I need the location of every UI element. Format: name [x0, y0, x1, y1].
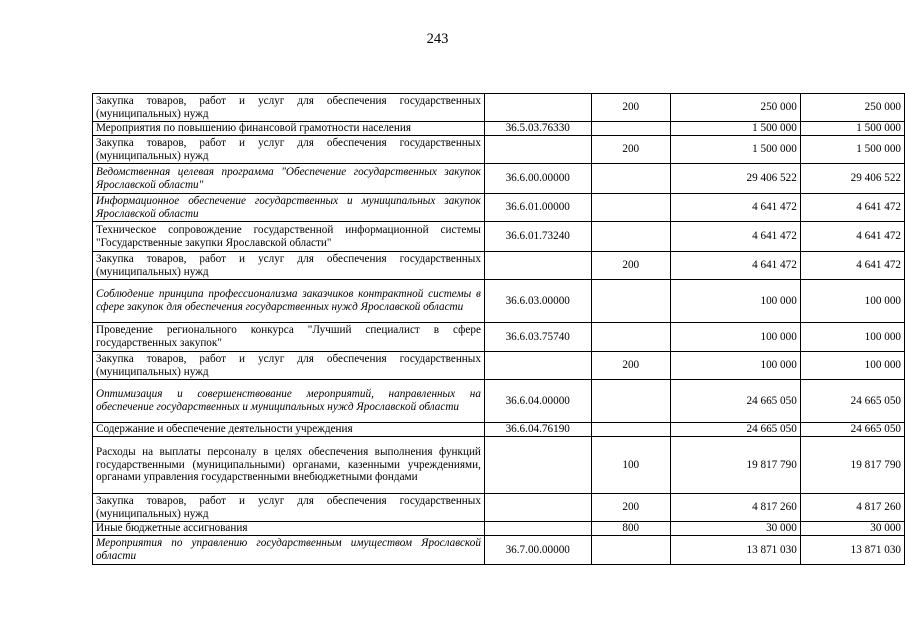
row-name: Техническое сопровождение государственной информационной системы "Государственные закупки Ярославской области" [93, 222, 485, 252]
row-name: Расходы на выплаты персоналу в целях обеспечения выполнения функций государственными (муниципальными) органами, казенными учреждениями, органами управления государственными внебюджетными фондами [93, 437, 485, 494]
row-sum-2: 4 817 260 [800, 494, 904, 522]
row-code: 36.6.03.75740 [484, 323, 591, 352]
row-code: 36.7.00.00000 [484, 536, 591, 565]
row-code [484, 136, 591, 164]
row-name: Соблюдение принципа профессионализма заказчиков контрактной системы в сфере закупок для обеспечения государственных нужд Ярославской области [93, 280, 485, 323]
row-code: 36.6.04.00000 [484, 380, 591, 423]
row-sum-1: 13 871 030 [670, 536, 800, 565]
row-sum-2: 100 000 [800, 352, 904, 380]
row-sum-1: 4 641 472 [670, 252, 800, 280]
row-sum-2: 1 500 000 [800, 136, 904, 164]
row-kind: 100 [591, 437, 670, 494]
row-sum-1: 4 641 472 [670, 194, 800, 222]
row-sum-2: 100 000 [800, 280, 904, 323]
row-name: Мероприятия по повышению финансовой грамотности населения [93, 122, 485, 136]
table-row [93, 164, 905, 194]
row-name: Проведение регионального конкурса "Лучший специалист в сфере государственных закупок" [93, 323, 485, 352]
table-row [93, 136, 905, 164]
row-sum-1: 1 500 000 [670, 136, 800, 164]
table-row [93, 380, 905, 423]
row-name: Закупка товаров, работ и услуг для обеспечения государственных (муниципальных) нужд [93, 252, 485, 280]
row-code [484, 252, 591, 280]
row-sum-2: 24 665 050 [800, 423, 904, 437]
row-code: 36.5.03.76330 [484, 122, 591, 136]
row-code: 36.6.04.76190 [484, 423, 591, 437]
row-sum-1: 24 665 050 [670, 380, 800, 423]
table-row [93, 536, 905, 565]
row-kind [591, 194, 670, 222]
table-row [93, 494, 905, 522]
row-name: Информационное обеспечение государственных и муниципальных закупок Ярославской области [93, 194, 485, 222]
row-sum-1: 4 641 472 [670, 222, 800, 252]
row-name: Оптимизация и совершенствование мероприятий, направленных на обеспечение государственных и муниципальных нужд Ярославской области [93, 380, 485, 423]
table-row [93, 423, 905, 437]
row-sum-1: 19 817 790 [670, 437, 800, 494]
row-code: 36.6.03.00000 [484, 280, 591, 323]
row-sum-2: 30 000 [800, 522, 904, 536]
row-sum-1: 1 500 000 [670, 122, 800, 136]
row-code: 36.6.01.73240 [484, 222, 591, 252]
row-code [484, 522, 591, 536]
row-kind: 800 [591, 522, 670, 536]
row-name: Закупка товаров, работ и услуг для обеспечения государственных (муниципальных) нужд [93, 352, 485, 380]
table-row [93, 437, 905, 494]
row-kind [591, 222, 670, 252]
row-sum-2: 1 500 000 [800, 122, 904, 136]
row-kind [591, 536, 670, 565]
row-kind [591, 323, 670, 352]
row-name: Содержание и обеспечение деятельности учреждения [93, 423, 485, 437]
row-code [484, 494, 591, 522]
budget-table-body [93, 94, 905, 565]
row-code [484, 352, 591, 380]
table-row [93, 194, 905, 222]
row-kind: 200 [591, 352, 670, 380]
row-sum-1: 100 000 [670, 280, 800, 323]
table-row [93, 222, 905, 252]
row-code: 36.6.01.00000 [484, 194, 591, 222]
page-number: 243 [426, 31, 449, 47]
row-sum-1: 4 817 260 [670, 494, 800, 522]
row-sum-1: 29 406 522 [670, 164, 800, 194]
table-row [93, 252, 905, 280]
row-kind [591, 122, 670, 136]
row-code: 36.6.00.00000 [484, 164, 591, 194]
table-row [93, 122, 905, 136]
row-kind [591, 423, 670, 437]
row-sum-1: 100 000 [670, 352, 800, 380]
budget-table [92, 93, 905, 565]
table-row [93, 323, 905, 352]
row-sum-2: 100 000 [800, 323, 904, 352]
row-name: Закупка товаров, работ и услуг для обеспечения государственных (муниципальных) нужд [93, 494, 485, 522]
row-name: Закупка товаров, работ и услуг для обеспечения государственных (муниципальных) нужд [93, 136, 485, 164]
row-name: Мероприятия по управлению государственным имуществом Ярославской области [93, 536, 485, 565]
row-sum-2: 250 000 [800, 94, 904, 122]
row-name: Ведомственная целевая программа "Обеспечение государственных закупок Ярославской области" [93, 164, 485, 194]
row-name: Закупка товаров, работ и услуг для обеспечения государственных (муниципальных) нужд [93, 94, 485, 122]
row-kind [591, 164, 670, 194]
row-kind: 200 [591, 136, 670, 164]
row-sum-1: 24 665 050 [670, 423, 800, 437]
row-sum-2: 4 641 472 [800, 222, 904, 252]
table-row [93, 94, 905, 122]
table-row [93, 352, 905, 380]
row-sum-1: 30 000 [670, 522, 800, 536]
row-sum-2: 4 641 472 [800, 194, 904, 222]
row-sum-2: 4 641 472 [800, 252, 904, 280]
row-sum-1: 250 000 [670, 94, 800, 122]
row-kind [591, 280, 670, 323]
row-code [484, 437, 591, 494]
row-code [484, 94, 591, 122]
row-sum-2: 24 665 050 [800, 380, 904, 423]
row-sum-2: 29 406 522 [800, 164, 904, 194]
table-row [93, 522, 905, 536]
table-row [93, 280, 905, 323]
row-sum-2: 13 871 030 [800, 536, 904, 565]
row-kind [591, 380, 670, 423]
row-sum-2: 19 817 790 [800, 437, 904, 494]
row-name: Иные бюджетные ассигнования [93, 522, 485, 536]
row-kind: 200 [591, 252, 670, 280]
row-kind: 200 [591, 94, 670, 122]
row-kind: 200 [591, 494, 670, 522]
row-sum-1: 100 000 [670, 323, 800, 352]
